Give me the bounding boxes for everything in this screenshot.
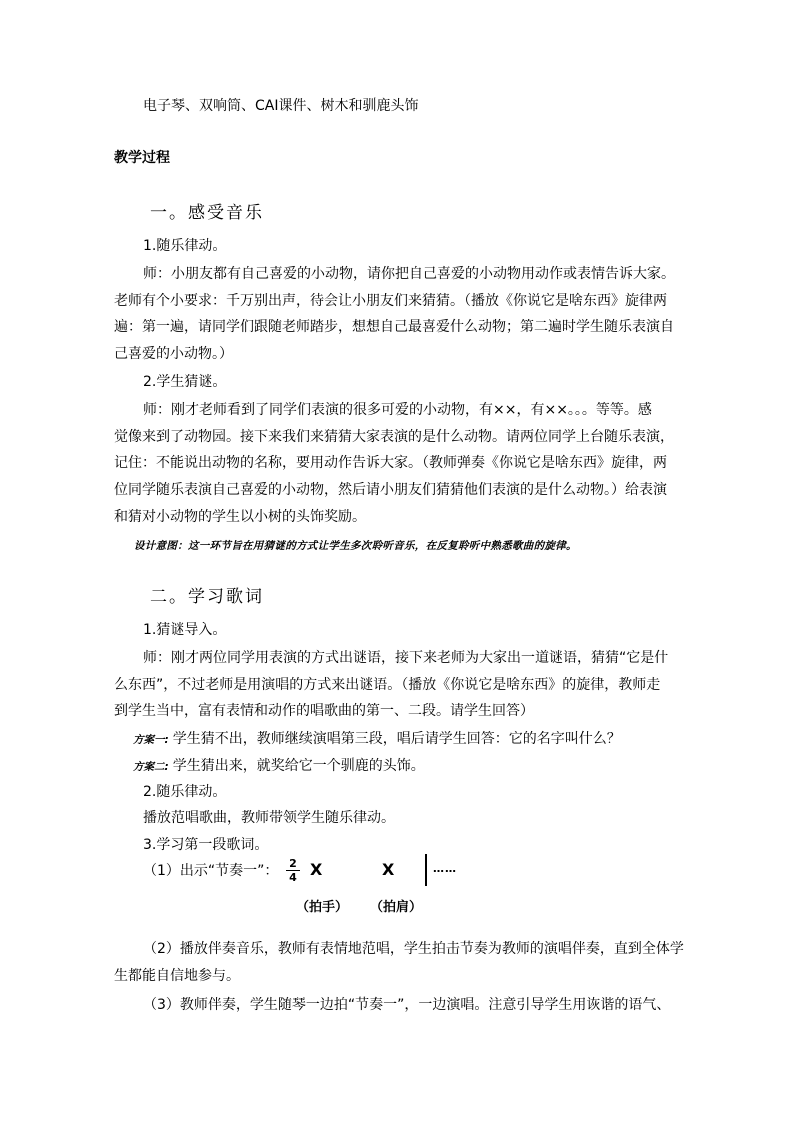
s1-item2-paragraph-line: 觉像来到了动物园。接下来我们来猜猜大家表演的是什么动物。请两位同学上台随乐表演，	[114, 429, 674, 445]
s1-item2-paragraph-line: 记住：不能说出动物的名称，要用动作告诉大家。（教师弹奏《你说它是啥东西》旋律，两	[114, 455, 667, 471]
s1-item1-title: 1.随乐律动。	[143, 238, 227, 254]
time-signature-top: 2	[289, 857, 297, 870]
continuation-dots: ……	[433, 862, 457, 875]
bar-line	[425, 854, 427, 886]
design-note: 设计意图：这一环节旨在用猜谜的方式让学生多次聆听音乐，在反复聆听中熟悉歌曲的旋律。	[134, 540, 577, 552]
s1-item2-paragraph-line: 和猜对小动物的学生以小树的头饰奖励。	[114, 509, 366, 525]
rhythm-label-shoulder: （拍肩）	[370, 900, 423, 915]
s2-item2-text: 播放范唱歌曲，教师带领学生随乐律动。	[143, 810, 395, 826]
s2-item1-paragraph-line: 到学生当中，富有表情和动作的唱歌曲的第一、二段。请学生回答）	[114, 703, 534, 719]
rhythm-label-clap: （拍手）	[296, 900, 349, 915]
section2-title: 二。学习歌词	[150, 587, 264, 607]
s1-item2-paragraph-line: 位同学随乐表演自己喜爱的小动物，然后请小朋友们猜猜他们表演的是什么动物。）给表演	[114, 482, 667, 498]
step3-line: （3）教师伴奏，学生随琴一边拍“节奏一”，一边演唱。注意引导学生用诙谐的语气、	[143, 997, 671, 1013]
section1-title: 一。感受音乐	[150, 203, 264, 223]
s1-item1-paragraph-line: 师：小朋友都有自己喜爱的小动物，请你把自己喜爱的小动物用动作或表情告诉大家。	[143, 266, 675, 282]
s1-item2-title: 2.学生猜谜。	[143, 374, 227, 390]
s1-item1-paragraph-line: 己喜爱的小动物。）	[114, 346, 233, 362]
step1-line: （1）出示“节奏一”：	[143, 863, 279, 879]
s1-item1-paragraph-line: 遍：第一遍，请同学们跟随老师踏步，想想自己最喜爱什么动物；第二遍时学生随乐表演自	[114, 319, 674, 335]
s2-item2-title: 2.随乐律动。	[143, 784, 227, 800]
s2-item1-title: 1.猜谜导入。	[143, 622, 227, 638]
plan2-label: 方案二:	[133, 761, 169, 773]
plan2-text: 学生猜出来，就奖给它一个驯鹿的头饰。	[172, 758, 425, 774]
s2-item1-paragraph-line: 师：刚才两位同学用表演的方式出谜语，接下来老师为大家出一道谜语，猜猜“它是什	[143, 650, 669, 666]
plan1-line	[133, 730, 621, 749]
rhythm-notation	[286, 852, 472, 918]
process-title: 教学过程	[114, 150, 170, 166]
plan1-text: 学生猜不出，教师继续演唱第三段，唱后请学生回答：它的名字叫什么？	[172, 731, 621, 747]
plan2-line	[133, 757, 425, 776]
s2-item3-title: 3.学习第一段歌词。	[143, 837, 269, 853]
time-signature	[286, 858, 300, 883]
s2-item1-paragraph-line: 么东西”，不过老师是用演唱的方式来出谜语。（播放《你说它是啥东西》的旋律，教师走	[114, 677, 661, 693]
step2-line: 生都能自信地参与。	[114, 968, 240, 984]
time-signature-bottom: 4	[289, 871, 297, 884]
rhythm-note: X	[310, 860, 323, 879]
s1-item1-paragraph-line: 老师有个小要求：千万别出声，待会让小朋友们来猜猜。（播放《你说它是啥东西》旋律两	[114, 293, 667, 309]
rhythm-note: X	[382, 860, 395, 879]
plan1-label: 方案一:	[133, 734, 169, 746]
step2-line: （2）播放伴奏音乐，教师有表情地范唱，学生拍击节奏为教师的演唱伴奏，直到全体学	[143, 941, 684, 957]
materials-line: 电子琴、双响筒、CAI课件、树木和驯鹿头饰	[143, 98, 419, 114]
s1-item2-paragraph-line: 师：刚才老师看到了同学们表演的很多可爱的小动物，有××，有××。。。等等。感	[143, 402, 652, 418]
